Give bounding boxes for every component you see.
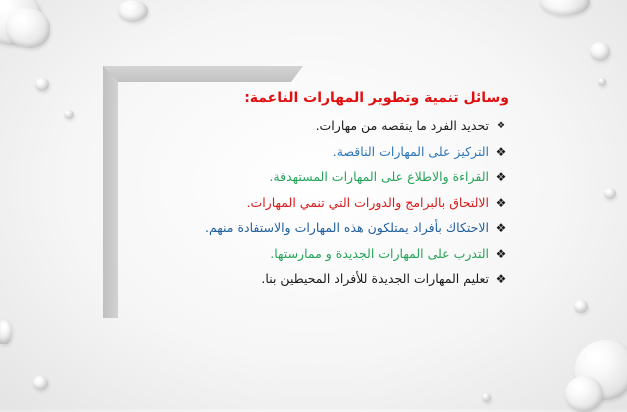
water-drop-decoration — [565, 376, 603, 412]
list-item-text: التدرب على المهارات الجديدة و ممارستها. — [270, 245, 489, 261]
four-diamond-bullet-icon: ❖ — [495, 221, 507, 235]
list-item — [209, 245, 509, 271]
list-item-text: تعليم المهارات الجديدة للأفراد المحيطين بنا. — [261, 271, 489, 286]
slide-content — [204, 90, 509, 296]
list-item-text: التركيز على المهارات الناقصة. — [332, 143, 489, 159]
water-drop-decoration — [64, 110, 74, 119]
frame-top-bar — [103, 66, 303, 82]
list-item — [204, 219, 509, 245]
list-item — [209, 194, 509, 220]
list-item-text: تحديد الفرد ما ينقصه من مهارات. — [315, 118, 489, 133]
list-item — [209, 117, 509, 143]
slide-title: وسائل تنمية وتطوير المهارات الناعمة: — [244, 90, 509, 106]
four-diamond-bullet-icon: ❖ — [495, 246, 507, 261]
list-item — [209, 168, 509, 194]
water-drop-decoration — [482, 393, 491, 402]
water-drop-decoration — [0, 320, 12, 344]
water-drop-decoration — [574, 300, 588, 313]
four-diamond-bullet-icon: ❖ — [495, 144, 507, 159]
bullet-list — [204, 117, 509, 296]
frame-left-bar — [103, 66, 118, 318]
list-item — [209, 270, 509, 296]
list-item — [209, 143, 509, 169]
water-drop-decoration — [598, 78, 606, 86]
water-drop-decoration — [33, 376, 48, 390]
water-drop-decoration — [590, 42, 610, 61]
four-diamond-bullet-icon: ❖ — [495, 195, 507, 210]
water-drop-decoration — [6, 8, 50, 48]
four-diamond-bullet-icon: ❖ — [495, 170, 507, 184]
water-drop-decoration — [604, 188, 616, 199]
list-item-text: القراءة والاطلاع على المهارات المستهدفة. — [269, 169, 489, 184]
water-drop-decoration — [540, 0, 590, 16]
water-drop-decoration — [35, 78, 49, 91]
four-diamond-bullet-icon: ❖ — [496, 121, 506, 131]
four-diamond-bullet-icon: ❖ — [495, 272, 507, 286]
water-drop-decoration — [118, 0, 148, 22]
list-item-text: الاحتكاك بأفراد يمتلكون هذه المهارات والاستفادة منهم. — [204, 220, 489, 235]
list-item-text: الالتحاق بالبرامج والدورات التي تنمي المهارات. — [246, 194, 489, 210]
